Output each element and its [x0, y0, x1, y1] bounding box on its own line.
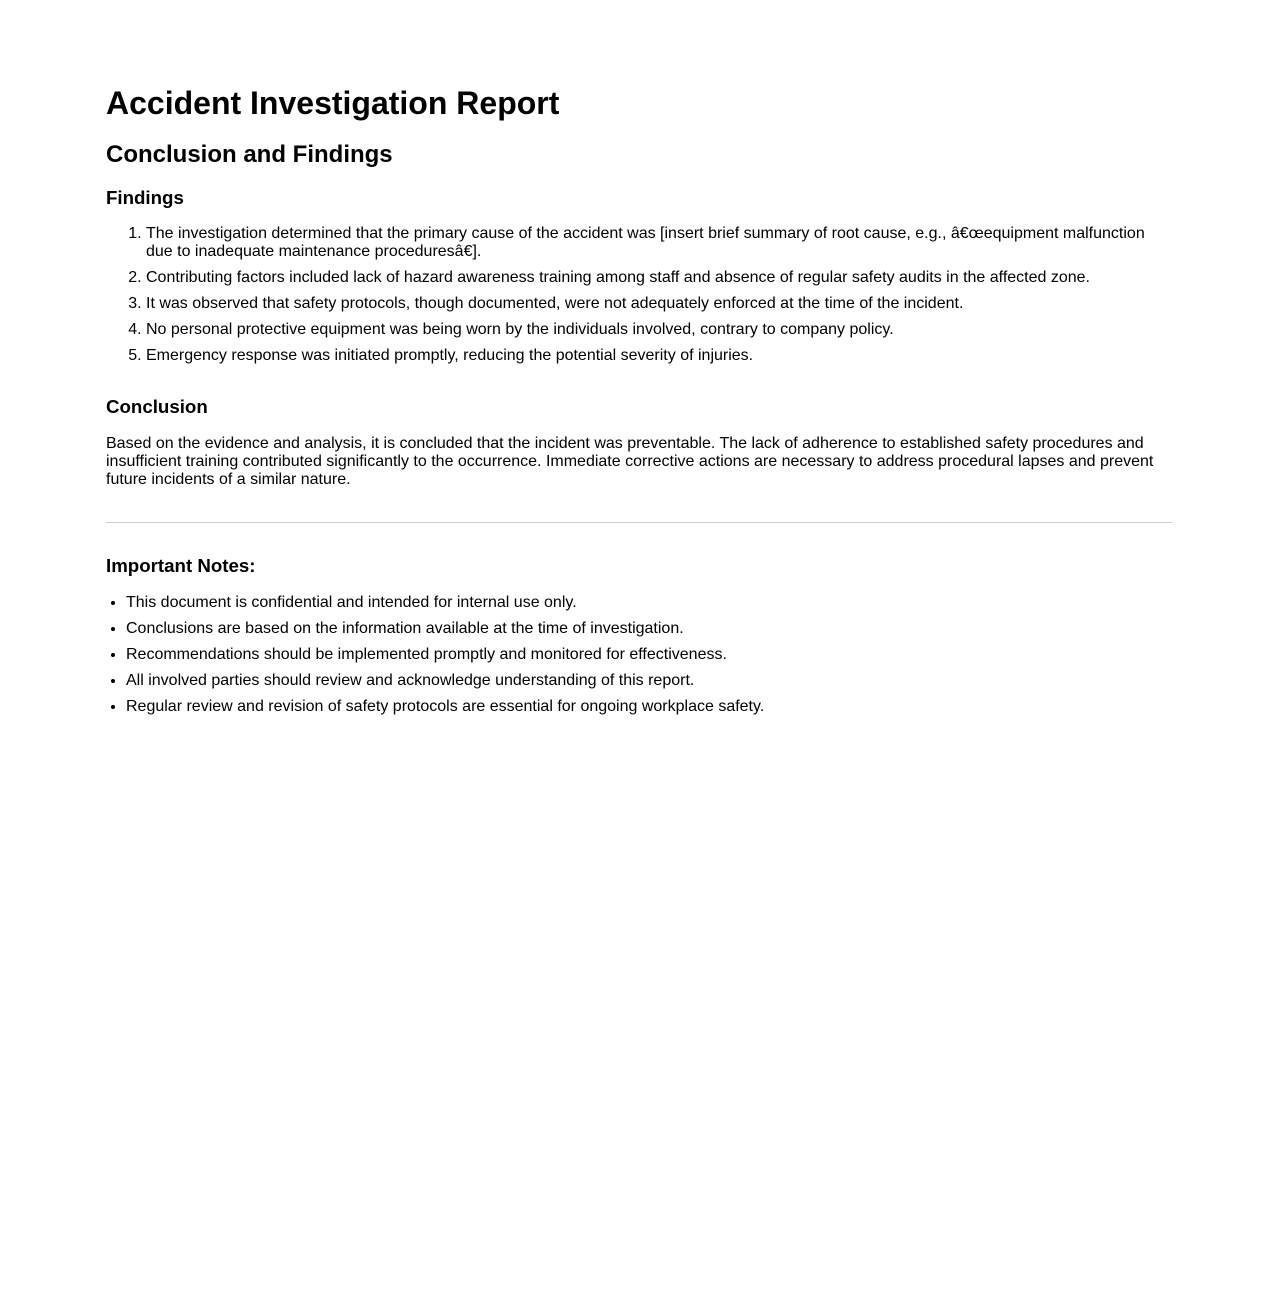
finding-item: 2. Contributing factors included lack of hazard awareness training among staff and absence of regular safety audits in the affected zone.: [146, 269, 1172, 287]
notes-heading: Important Notes:: [106, 555, 256, 576]
finding-item: 1. The investigation determined that the primary cause of the accident was [insert brief summary of root cause, e.g., â€œequipment malfunction due to inadequate maintenance proceduresâ€].: [146, 225, 1172, 261]
conclusion-heading: Conclusion: [106, 396, 208, 417]
findings-heading: Findings: [106, 187, 184, 208]
finding-item: 5. Emergency response was initiated promptly, reducing the potential severity of injuries.: [146, 347, 1172, 365]
note-item: • Conclusions are based on the information available at the time of investigation.: [126, 620, 1172, 638]
findings-list: [106, 225, 1172, 365]
report-title: Accident Investigation Report: [106, 85, 560, 121]
note-item: • All involved parties should review and acknowledge understanding of this report.: [126, 672, 1172, 690]
conclusion-paragraph: Based on the evidence and analysis, it is concluded that the incident was preventable. The lack of adherence to established safety procedures and insufficient training contributed significantly to the occurrence. Immediate corrective actions are necessary to address procedural lapses and prevent future incidents of a similar nature.: [106, 435, 1154, 488]
note-item: • Regular review and revision of safety protocols are essential for ongoing workplace safety.: [126, 698, 1172, 716]
note-item: • This document is confidential and intended for internal use only.: [126, 594, 1172, 612]
note-item: • Recommendations should be implemented promptly and monitored for effectiveness.: [126, 646, 1172, 664]
finding-item: 4. No personal protective equipment was being worn by the individuals involved, contrary to company policy.: [146, 321, 1172, 339]
section-title: Conclusion and Findings: [106, 141, 393, 168]
notes-list: [106, 594, 1172, 716]
finding-item: 3. It was observed that safety protocols, though documented, were not adequately enforced at the time of the incident.: [146, 295, 1172, 313]
section-divider: [106, 522, 1172, 523]
